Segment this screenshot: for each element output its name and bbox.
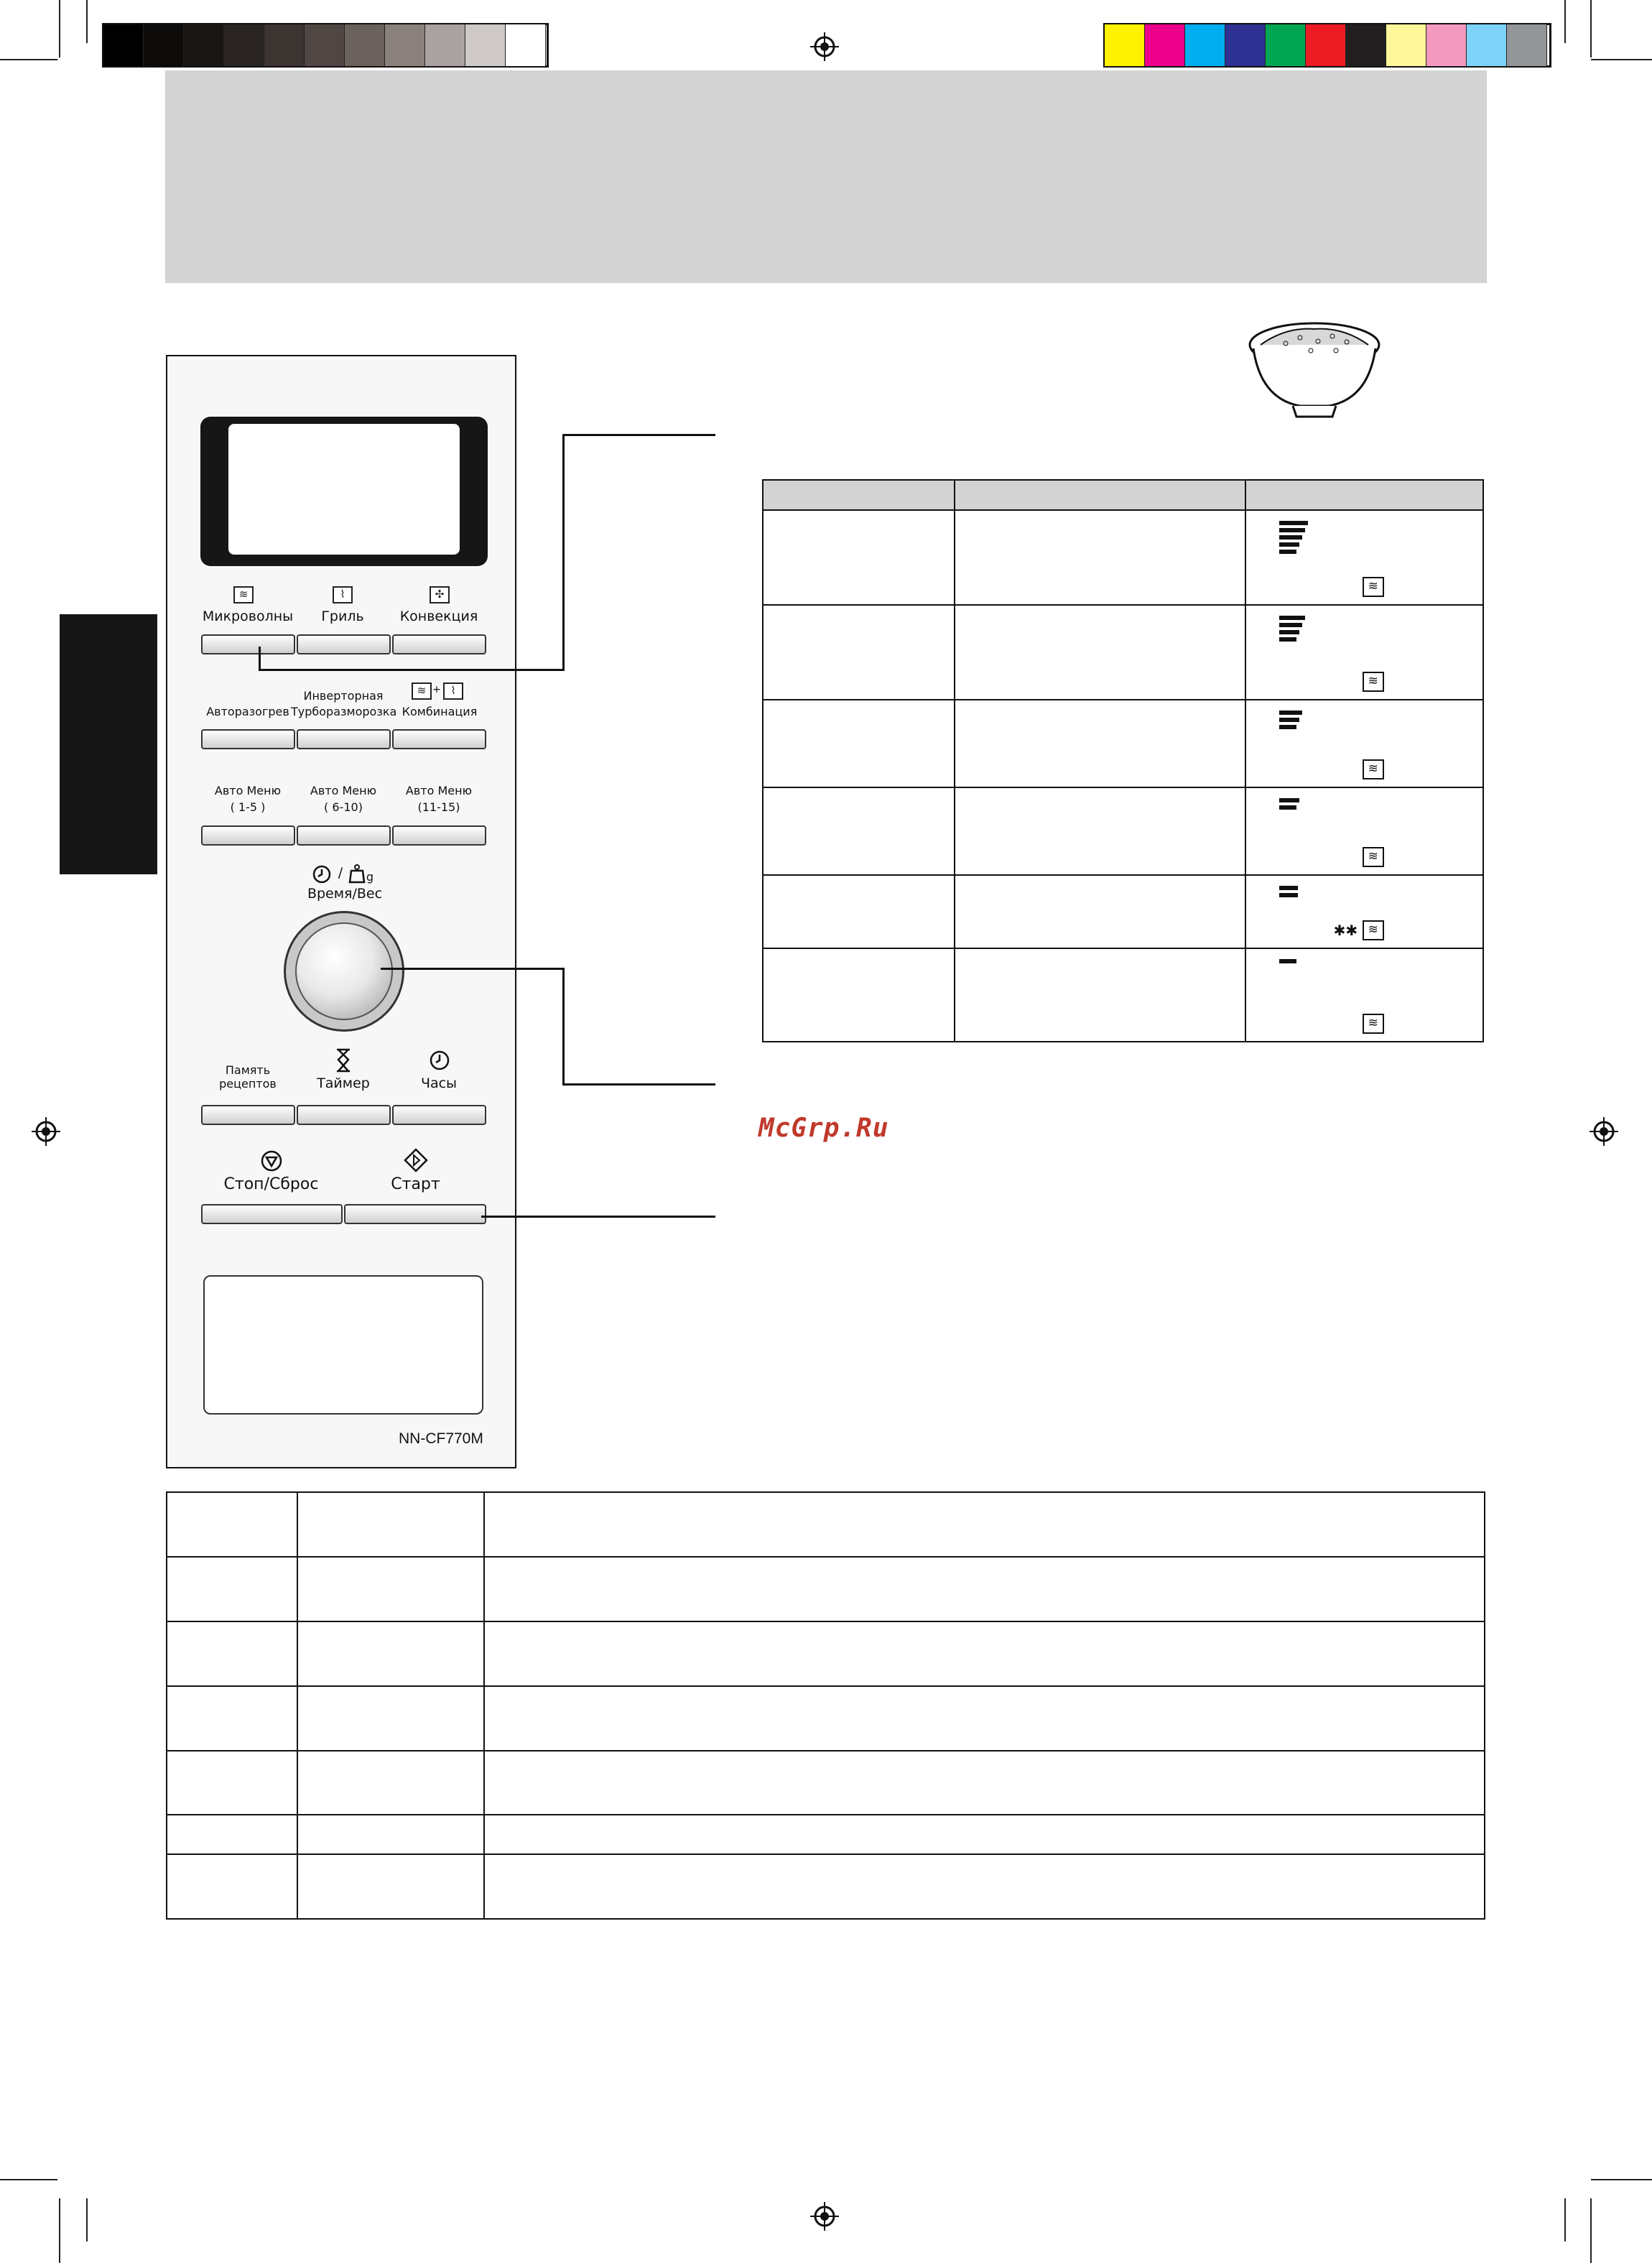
leader-line <box>562 1083 715 1086</box>
color-swatch <box>1105 24 1145 66</box>
convection-label: Конвекция <box>399 608 478 624</box>
registration-mark-icon <box>810 32 839 61</box>
defrost-icon: ✱✱ <box>1333 922 1358 939</box>
crop-mark <box>1591 59 1652 60</box>
weight-unit: g <box>366 870 374 884</box>
table-cell <box>297 1686 484 1751</box>
table-row <box>167 1557 1485 1621</box>
leader-line <box>562 434 715 436</box>
color-swatch <box>1185 24 1225 66</box>
start-icon <box>404 1148 428 1172</box>
color-swatch <box>1426 24 1467 66</box>
convection-icon: ✣ <box>430 586 450 603</box>
auto-reheat-label: Авторазогрев <box>206 705 289 718</box>
leader-line <box>562 434 565 671</box>
color-swatch <box>425 24 465 66</box>
crop-mark <box>1564 2198 1566 2241</box>
table-cell <box>167 1492 297 1557</box>
auto-menu-range-2: ( 6-10) <box>324 800 363 814</box>
auto-menu-label: Авто Меню <box>214 784 282 797</box>
table-cell <box>484 1751 1485 1815</box>
table-row <box>167 1854 1485 1919</box>
power-level-row <box>763 510 1483 605</box>
leader-line <box>259 669 565 671</box>
crop-mark <box>1591 2179 1652 2180</box>
table-cell <box>167 1854 297 1919</box>
table-cell <box>167 1557 297 1621</box>
dial-knob[interactable] <box>295 922 393 1020</box>
display-screen <box>228 424 460 555</box>
table-cell <box>484 1621 1485 1686</box>
table-cell <box>484 1815 1485 1854</box>
table-cell <box>955 875 1245 948</box>
crop-mark <box>1564 0 1566 43</box>
power-level-bar <box>1279 623 1302 627</box>
table-cell <box>297 1854 484 1919</box>
power-level-bar <box>1279 798 1299 802</box>
power-level-row <box>763 700 1483 787</box>
color-swatch <box>1346 24 1386 66</box>
stop-reset-button[interactable] <box>201 1204 343 1224</box>
microwave-label: Микроволны <box>202 608 294 624</box>
color-swatch <box>345 24 385 66</box>
color-swatch <box>1467 24 1507 66</box>
auto-menu-range-3: (11-15) <box>417 800 460 814</box>
microwave-icon: ≋ <box>1363 759 1384 779</box>
crop-mark <box>0 2179 57 2180</box>
table-header-cell <box>955 480 1245 510</box>
auto-menu-6-10-button[interactable] <box>297 825 391 846</box>
power-level-indicator <box>1279 959 1296 966</box>
start-button[interactable] <box>344 1204 486 1224</box>
table-header-row <box>763 480 1483 510</box>
model-number: NN-CF770M <box>399 1430 483 1447</box>
power-level-row <box>763 605 1483 700</box>
color-swatch <box>1306 24 1346 66</box>
table-row <box>167 1492 1485 1557</box>
registration-mark-icon <box>810 2202 839 2231</box>
table-cell <box>763 700 955 787</box>
color-swatch <box>465 24 506 66</box>
color-swatch <box>1266 24 1306 66</box>
crop-mark <box>1590 2198 1592 2263</box>
table-cell <box>763 875 955 948</box>
power-level-bar <box>1279 886 1298 890</box>
memory-label-line1: Память <box>225 1063 271 1077</box>
table-cell <box>484 1557 1485 1621</box>
grill-button[interactable] <box>297 634 391 654</box>
clock-button[interactable] <box>392 1105 486 1125</box>
power-level-row <box>763 787 1483 875</box>
color-swatch <box>1386 24 1426 66</box>
table-cell <box>955 948 1245 1042</box>
color-swatch <box>184 24 224 66</box>
power-level-table <box>762 479 1484 1042</box>
table-cell <box>297 1492 484 1557</box>
table-cell <box>1245 605 1483 700</box>
power-level-bar <box>1279 630 1299 634</box>
table-cell <box>484 1854 1485 1919</box>
power-level-bar <box>1279 542 1299 547</box>
color-swatch <box>1507 24 1547 66</box>
table-cell <box>167 1751 297 1815</box>
color-swatch <box>305 24 345 66</box>
leader-line <box>562 968 565 1086</box>
power-level-indicator <box>1279 521 1308 557</box>
table-cell <box>297 1557 484 1621</box>
timer-label: Таймер <box>317 1075 370 1091</box>
power-level-indicator <box>1279 886 1298 900</box>
table-cell <box>763 787 955 875</box>
time-weight-label: Время/Вес <box>307 886 383 902</box>
power-level-bar <box>1279 725 1296 729</box>
color-swatch <box>144 24 184 66</box>
stop-icon <box>260 1149 283 1172</box>
clock-label: Часы <box>420 1075 458 1091</box>
rice-bowl-icon <box>1243 316 1386 424</box>
microwave-icon: ≋ <box>1363 920 1384 940</box>
table-row <box>167 1621 1485 1686</box>
combination-button[interactable] <box>392 729 486 749</box>
auto-menu-label: Авто Меню <box>310 784 377 797</box>
plus-sign: + <box>432 684 441 695</box>
hourglass-icon <box>335 1048 352 1073</box>
time-weight-separator: / <box>338 865 343 881</box>
combination-label: Комбинация <box>402 705 478 718</box>
table-cell <box>484 1686 1485 1751</box>
table-cell <box>297 1751 484 1815</box>
description-table <box>166 1491 1485 1920</box>
power-level-bar <box>1279 528 1305 532</box>
power-level-indicator <box>1279 711 1302 732</box>
inverter-label-line2: Турборазморозка <box>291 705 397 718</box>
clock-icon <box>312 864 332 884</box>
table-cell <box>167 1815 297 1854</box>
registration-mark-icon <box>1590 1117 1618 1146</box>
crop-mark <box>86 0 88 43</box>
table-cell <box>167 1686 297 1751</box>
leader-line <box>381 968 565 970</box>
color-swatch <box>224 24 264 66</box>
table-cell <box>484 1492 1485 1557</box>
microwave-icon: ≋ <box>1363 577 1384 597</box>
table-cell <box>763 510 955 605</box>
power-level-bar <box>1279 805 1296 810</box>
table-cell <box>297 1621 484 1686</box>
table-cell <box>763 948 955 1042</box>
grill-label: Гриль <box>321 608 364 624</box>
auto-menu-1-5-button[interactable] <box>201 825 295 846</box>
memory-label-line2: рецептов <box>219 1077 277 1091</box>
crop-mark <box>1590 0 1592 57</box>
crop-mark <box>86 2198 88 2241</box>
color-swatch <box>506 24 546 66</box>
crop-mark <box>59 2198 60 2263</box>
table-cell <box>955 700 1245 787</box>
color-swatch <box>1145 24 1185 66</box>
table-row <box>167 1751 1485 1815</box>
memory-button[interactable] <box>201 1105 295 1125</box>
microwave-icon: ≋ <box>412 682 432 700</box>
color-swatch <box>1225 24 1266 66</box>
power-level-bar <box>1279 535 1302 540</box>
weight-icon <box>348 864 366 884</box>
table-cell <box>167 1621 297 1686</box>
timer-button[interactable] <box>297 1105 391 1125</box>
power-level-bar <box>1279 959 1296 963</box>
power-level-indicator <box>1279 616 1305 644</box>
power-level-row <box>763 875 1483 948</box>
microwave-icon: ≋ <box>1363 672 1384 692</box>
power-level-bar <box>1279 550 1296 554</box>
power-level-bar <box>1279 637 1296 642</box>
panel-note-box <box>203 1275 483 1415</box>
table-cell <box>1245 787 1483 875</box>
color-swatch <box>264 24 305 66</box>
leader-line <box>481 1216 715 1218</box>
microwave-button[interactable] <box>201 634 295 654</box>
power-level-row <box>763 948 1483 1042</box>
table-cell <box>1245 700 1483 787</box>
microwave-icon: ≋ <box>233 586 254 603</box>
power-level-bar <box>1279 616 1305 620</box>
table-cell <box>955 787 1245 875</box>
power-level-indicator <box>1279 798 1299 813</box>
grill-icon: ⌇ <box>333 586 353 603</box>
power-level-bar <box>1279 718 1299 722</box>
watermark: McGrp.Ru <box>758 1114 889 1143</box>
crop-mark <box>0 59 57 60</box>
power-level-bar <box>1279 711 1302 715</box>
table-cell <box>763 605 955 700</box>
table-header-cell <box>1245 480 1483 510</box>
color-swatch <box>385 24 425 66</box>
inverter-defrost-button[interactable] <box>297 729 391 749</box>
crop-mark <box>59 0 60 57</box>
table-cell <box>297 1815 484 1854</box>
inverter-label-line1: Инверторная <box>303 689 384 703</box>
table-cell <box>955 510 1245 605</box>
auto-menu-label: Авто Меню <box>405 784 473 797</box>
table-cell <box>955 605 1245 700</box>
microwave-icon: ≋ <box>1363 847 1384 867</box>
table-row <box>167 1686 1485 1751</box>
registration-mark-icon <box>32 1117 60 1146</box>
microwave-icon: ≋ <box>1363 1014 1384 1034</box>
section-tab <box>60 614 157 874</box>
auto-menu-range-1: ( 1-5 ) <box>230 800 266 814</box>
stop-reset-label: Стоп/Сброс <box>223 1175 319 1193</box>
header-band <box>165 70 1487 283</box>
table-cell <box>1245 948 1483 1042</box>
auto-reheat-button[interactable] <box>201 729 295 749</box>
power-level-bar <box>1279 521 1308 525</box>
grill-icon: ⌇ <box>443 682 463 700</box>
start-label: Старт <box>391 1175 440 1193</box>
leader-line <box>259 647 261 671</box>
table-cell <box>1245 875 1483 948</box>
table-cell <box>1245 510 1483 605</box>
power-level-bar <box>1279 893 1298 897</box>
clock-icon <box>429 1050 450 1071</box>
auto-menu-11-15-button[interactable] <box>392 825 486 846</box>
table-header-cell <box>763 480 955 510</box>
color-swatch <box>103 24 144 66</box>
table-row <box>167 1815 1485 1854</box>
convection-button[interactable] <box>392 634 486 654</box>
